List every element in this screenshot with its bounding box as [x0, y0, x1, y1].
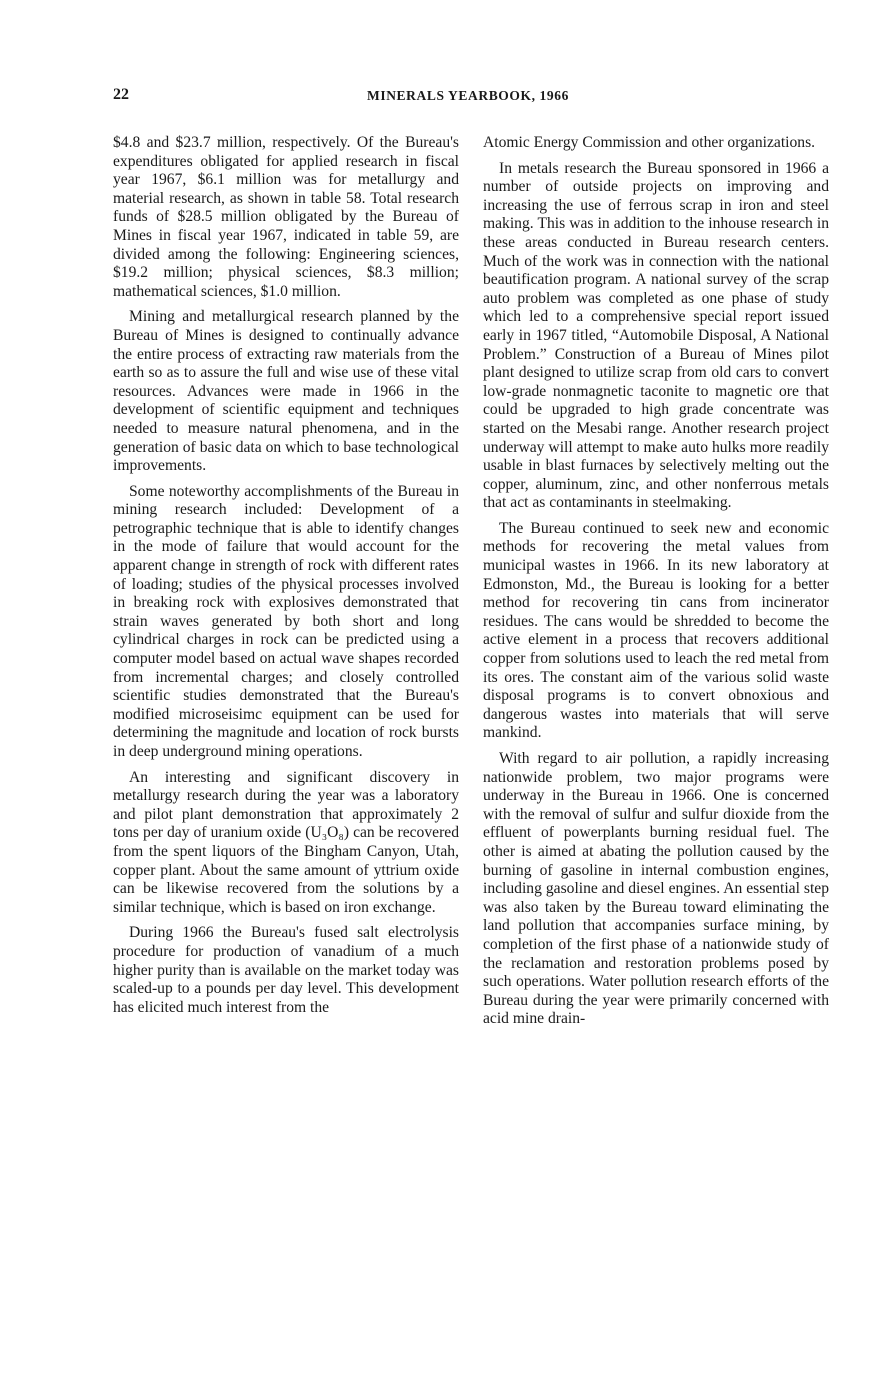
paragraph: In metals research the Bureau sponsored in 1966 a number of outside projects on improving and increasing the use of ferrous scrap in iron and steel making. This was in addition to the inhouse research in these areas conducted in Bureau research centers. Much of the work was in connection with the national beautification program. A national survey of the scrap auto problem was completed as one phase of study which led to a comprehensive special report issued early in 1967 titled, “Automobile Disposal, A National Problem.” Construction of a Bureau of Mines pilot plant designed to utilize scrap from old cars to convert low-grade nonmagnetic taconite to magnetic ore that could be upgraded to high grade concentrate was started on the Mesabi range. Another research project underway will attempt to make auto hulks more readily usable in blast furnaces by selectively melting out the copper, aluminum, zinc, and other nonferrous metals that act as contaminants in steelmaking.: [483, 159, 829, 512]
paragraph: Some noteworthy accomplishments of the Bureau in mining research included: Development of a petrographic technique that is able to identify changes in the mode of failure that would account for the apparent change in strength of rock with different rates of loading; studies of the physical processes involved in breaking rock with explosives demonstrated that strain waves generated by both short and long cylindrical charges in rock can be predicted using a computer model based on actual wave shapes recorded from incremental charges; and closely controlled scientific studies demonstrated that the Bureau's modified microseisimc equipment can be used for determining the magnitude and location of rock bursts in deep underground mining operations.: [113, 482, 459, 760]
right-column: [483, 134, 829, 1036]
running-header: [113, 86, 823, 108]
paragraph: An interesting and significant discovery in metallurgy research during the year was a laboratory and pilot plant demonstration that approximately 2 tons per day of uranium oxide (U₃O₈) can be recovered from the spent liquors of the Bingham Canyon, Utah, copper plant. About the same amount of yttrium oxide can be likewise recovered from the solutions by a similar technique, which is based on iron exchange.: [113, 768, 459, 916]
paragraph: Atomic Energy Commission and other organizations.: [483, 134, 816, 151]
page-number: 22: [113, 86, 129, 103]
left-column: [113, 134, 459, 1024]
paragraph: The Bureau continued to seek new and economic methods for recovering the metal values from municipal wastes in 1966. In its new laboratory at Edmonston, Md., the Bureau is looking for a better method for recovering tin cans from incinerator residues. The cans would be shredded to become the active element in a process that recovers additional copper from solutions used to leach the red metal from its ores. The constant aim of the various solid waste disposal programs is to convert obnoxious and dangerous wastes into materials that will serve mankind.: [483, 519, 829, 742]
paragraph: During 1966 the Bureau's fused salt electrolysis procedure for production of vanadium of a much higher purity than is available on the market today was scaled-up to a pounds per day level. This development has elicited much interest from the: [113, 924, 459, 1016]
paragraph: With regard to air pollution, a rapidly increasing nationwide problem, two major programs were underway in the Bureau in 1966. One is concerned with the removal of sulfur and sulfur dioxide from the effluent of powerplants burning residual fuel. The other is aimed at abating the pollution caused by the burning of gasoline in internal combustion engines, including gasoline and diesel engines. An essential step was also taken by the Bureau toward eliminating the land pollution that accompanies surface mining, by completion of the first phase of a nationwide study of the reclamation and restoration problems posed by such operations. Water pollution research efforts of the Bureau during the year were primarily concerned with acid mine drain-: [483, 750, 829, 1028]
paragraph: Mining and metallurgical research planned by the Bureau of Mines is designed to continually advance the entire process of extracting raw materials from the earth so as to assure the full and wise use of these vital resources. Advances were made in 1966 in the development of scientific equipment and techniques needed to measure natural phenomena, and in the generation of basic data on which to base technological improvements.: [113, 308, 459, 475]
running-title: MINERALS YEARBOOK, 1966: [367, 88, 569, 103]
paragraph: $4.8 and $23.7 million, respectively. Of the Bureau's expenditures obligated for applied research in fiscal year 1967, $6.1 million was for metallurgy and material research, as shown in table 58. Total research funds of $28.5 million obligated by the Bureau of Mines in fiscal year 1967, indicated in table 59, are divided among the following: Engineering sciences, $19.2 million; physical sciences, $8.3 million; mathematical sciences, $1.0 million.: [113, 134, 459, 300]
